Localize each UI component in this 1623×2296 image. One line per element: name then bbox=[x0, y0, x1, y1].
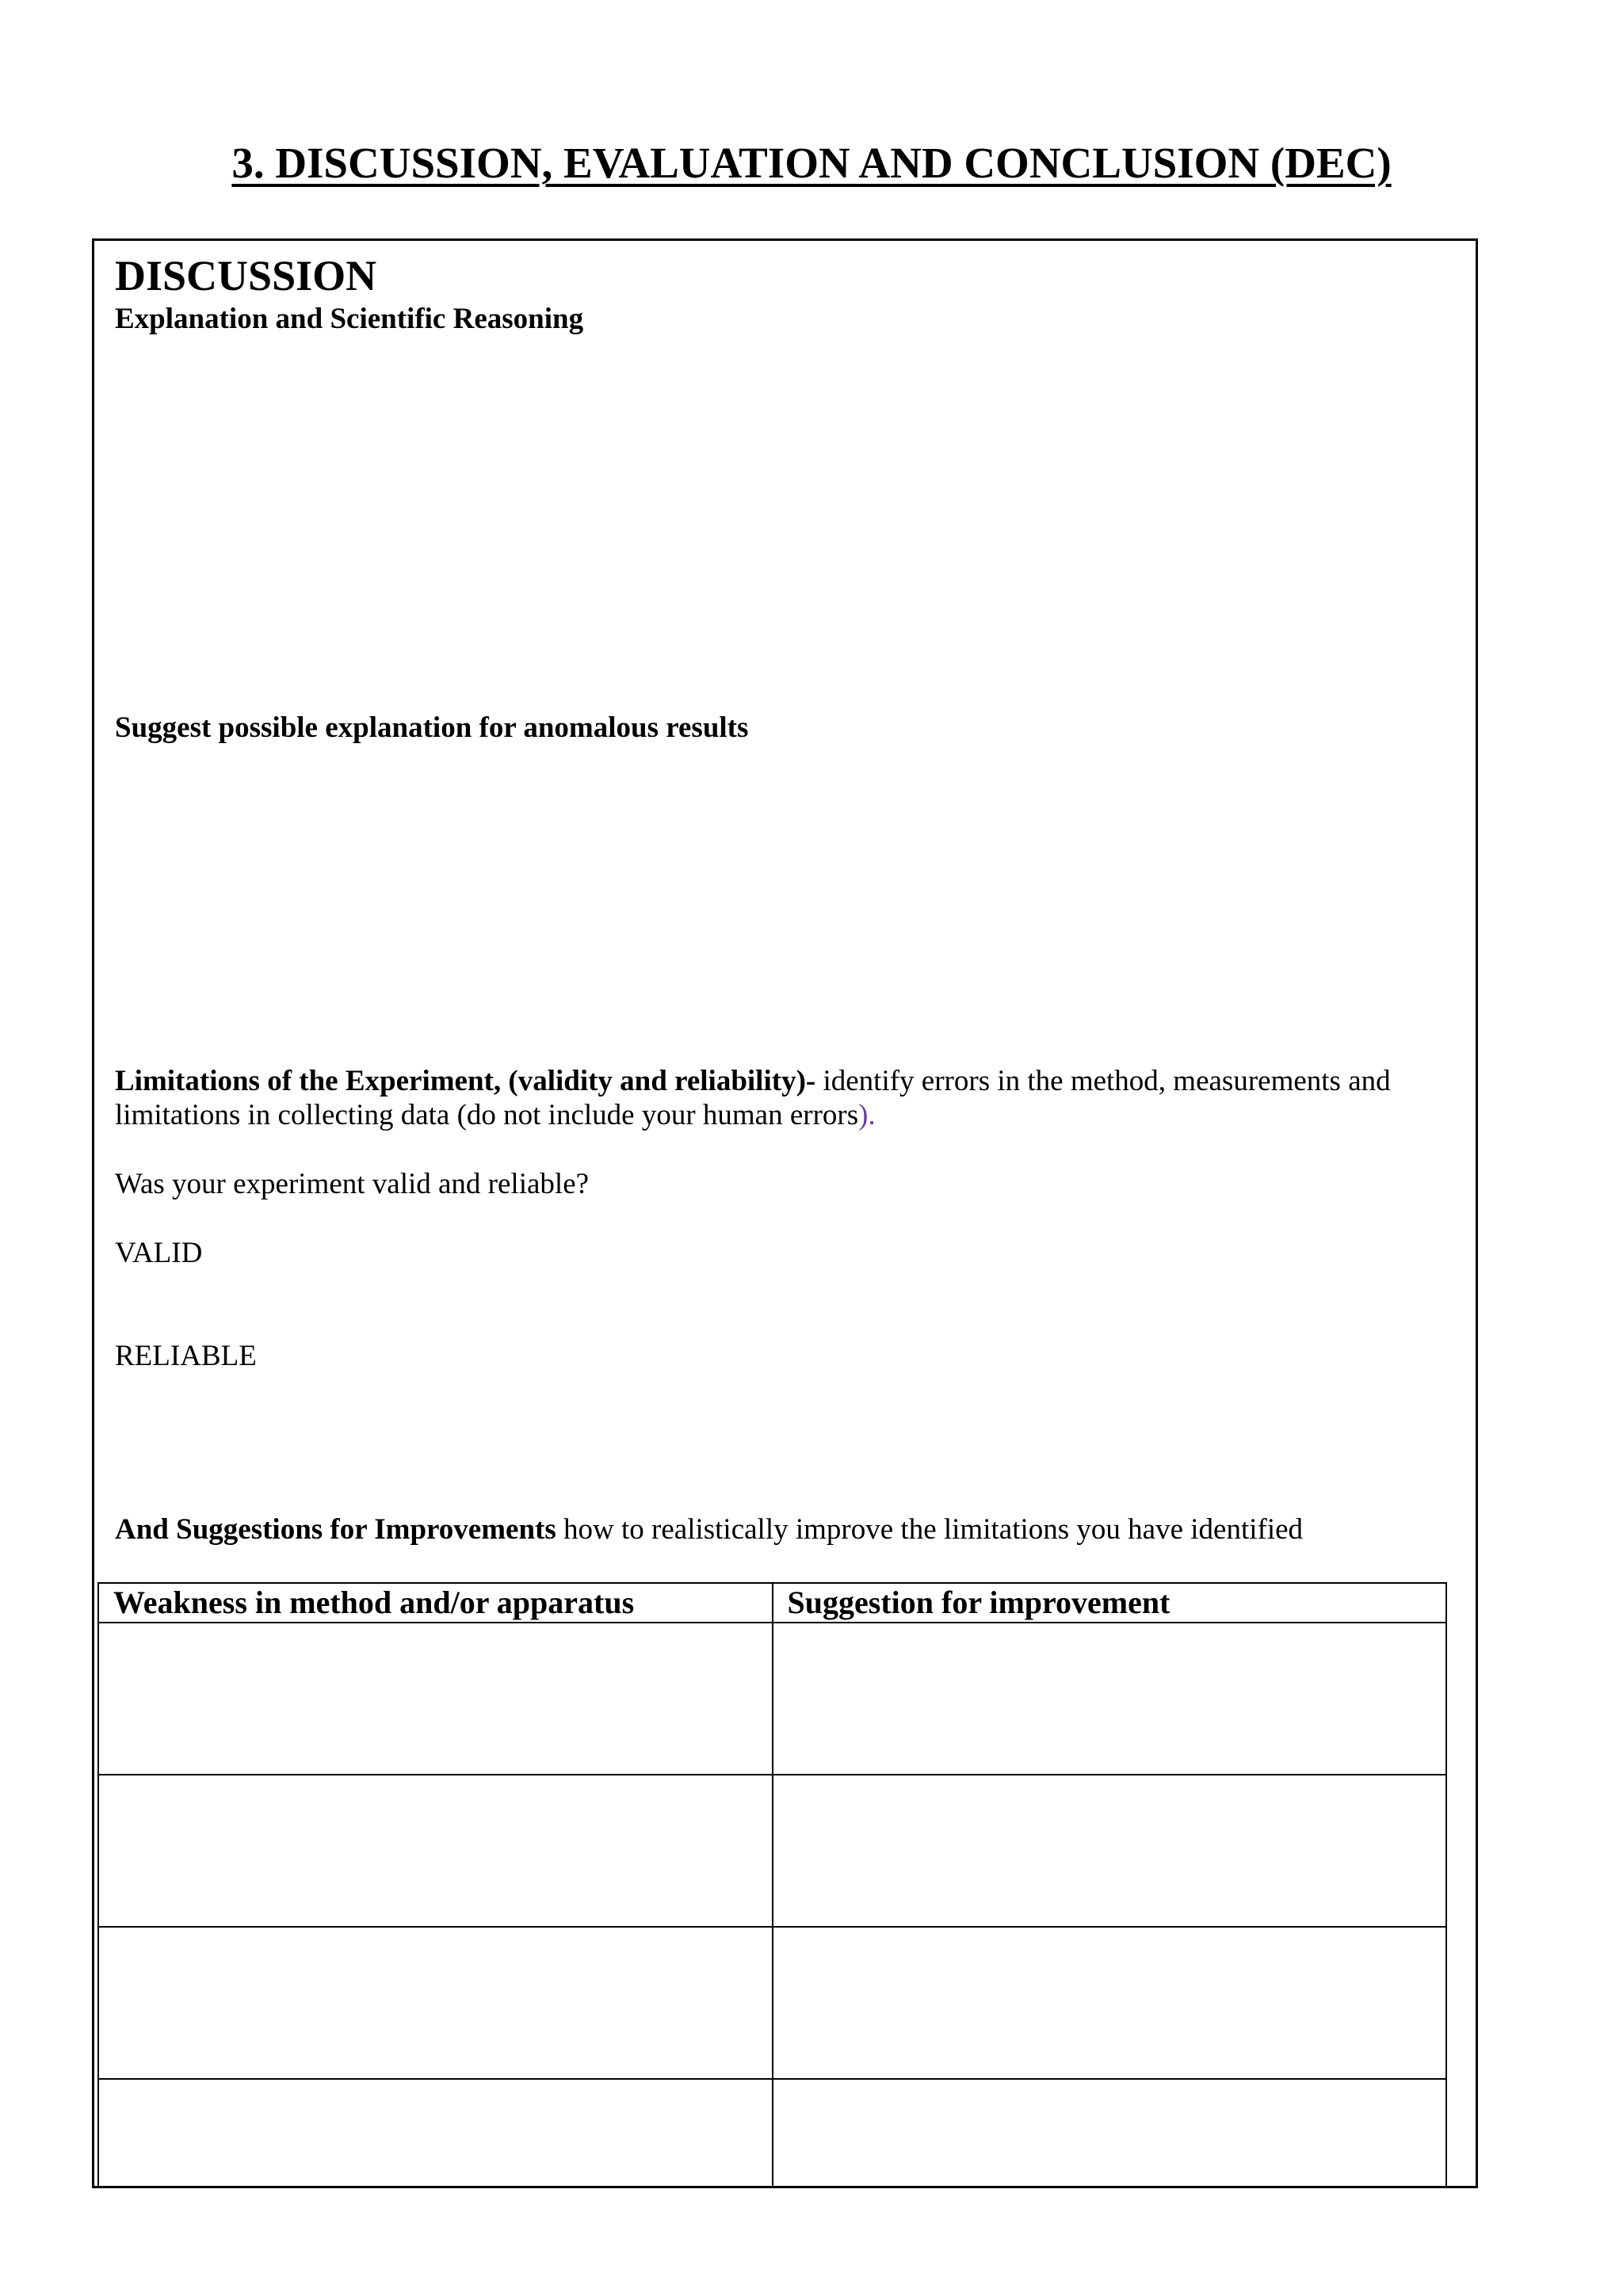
discussion-heading: DISCUSSION bbox=[115, 252, 377, 299]
suggestion-column-header: Suggestion for improvement bbox=[773, 1583, 1447, 1623]
anomalous-results-heading: Suggest possible explanation for anomalous results bbox=[115, 711, 749, 744]
valid-label: VALID bbox=[115, 1237, 203, 1269]
improvements-instruction: how to realistically improve the limitations you have identified bbox=[556, 1513, 1304, 1546]
explanation-answer-area[interactable] bbox=[115, 341, 1454, 689]
table-row bbox=[98, 1623, 1446, 1775]
suggestion-cell[interactable] bbox=[773, 1927, 1447, 2079]
anomalous-answer-area[interactable] bbox=[115, 749, 1454, 1050]
weakness-column-header: Weakness in method and/or apparatus bbox=[98, 1583, 773, 1623]
table-row bbox=[98, 1927, 1446, 2079]
table-row bbox=[98, 2079, 1446, 2187]
page-title: 3. DISCUSSION, EVALUATION AND CONCLUSION (DEC) bbox=[231, 139, 1392, 187]
weakness-cell[interactable] bbox=[98, 1623, 773, 1775]
limitations-instruction-end: ). bbox=[858, 1099, 876, 1131]
weakness-cell[interactable] bbox=[98, 1927, 773, 2079]
valid-reliable-question: Was your experiment valid and reliable? bbox=[115, 1168, 590, 1200]
reliable-answer-area[interactable] bbox=[115, 1375, 1454, 1494]
limitations-line-2 bbox=[115, 1098, 876, 1133]
suggestion-cell[interactable] bbox=[773, 2079, 1447, 2187]
suggestion-cell[interactable] bbox=[773, 1775, 1447, 1927]
explanation-heading: Explanation and Scientific Reasoning bbox=[115, 303, 584, 335]
improvement-table-header-row bbox=[98, 1583, 1446, 1623]
reliable-label: RELIABLE bbox=[115, 1340, 257, 1372]
suggestion-cell[interactable] bbox=[773, 1623, 1447, 1775]
weakness-cell[interactable] bbox=[98, 1775, 773, 1927]
table-row bbox=[98, 1775, 1446, 1927]
valid-answer-area[interactable] bbox=[115, 1272, 1454, 1336]
improvements-line bbox=[115, 1512, 1303, 1547]
limitations-instruction-cont: limitations in collecting data (do not include your human errors bbox=[115, 1099, 859, 1131]
improvements-label: And Suggestions for Improvements bbox=[115, 1513, 556, 1546]
limitations-label: Limitations of the Experiment, (validity and reliability)- bbox=[115, 1065, 816, 1097]
weakness-cell[interactable] bbox=[98, 2079, 773, 2187]
improvement-table bbox=[97, 1582, 1447, 2188]
limitations-instruction: identify errors in the method, measurements and bbox=[815, 1065, 1391, 1097]
limitations-line-1 bbox=[115, 1064, 1391, 1099]
